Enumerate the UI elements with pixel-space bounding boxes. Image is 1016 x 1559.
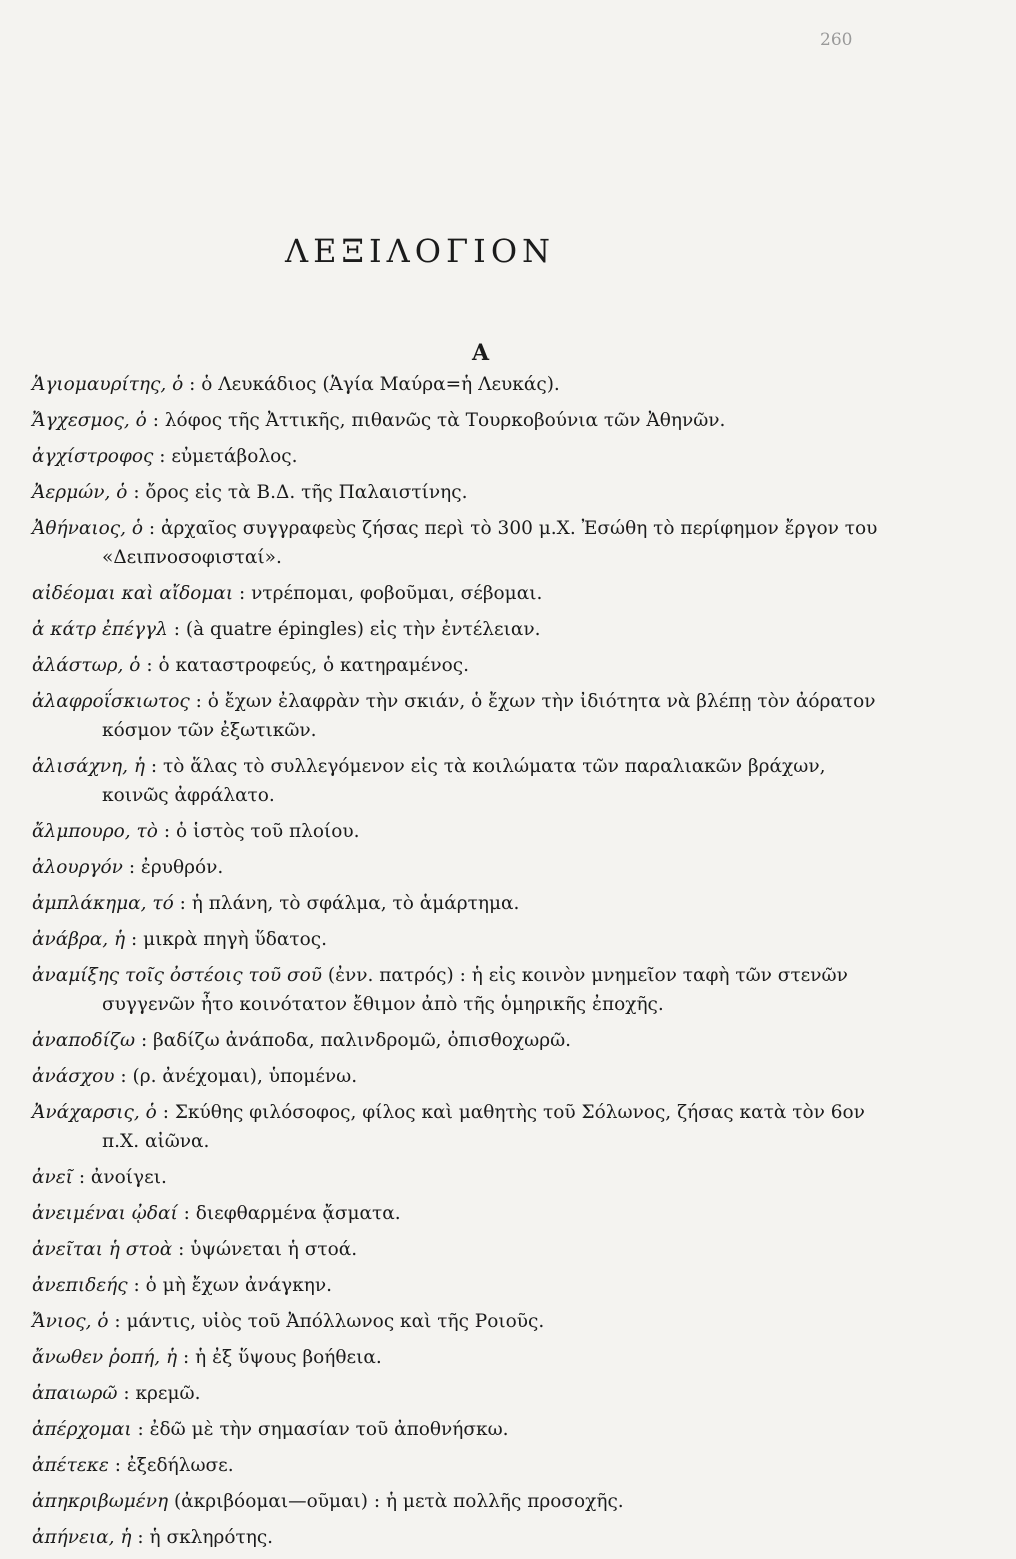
entry-definition: : ὁ καταστροφεύς, ὁ κατηραμένος.	[146, 655, 470, 676]
entry-definition: : Σκύθης φιλόσοφος, φίλος καὶ μαθητὴς τοῦ Σόλωνος, ζήσας κατὰ τὸν 6ον π.Χ. αἰῶνα.	[102, 1102, 865, 1152]
page-title: ΛΕΞΙΛΟΓΙΟΝ	[285, 232, 556, 270]
entry-lemma: ἀλάστωρ, ὁ	[32, 655, 141, 676]
entry-lemma: Ἄνιος, ὁ	[32, 1311, 109, 1332]
glossary-entry	[32, 687, 882, 745]
entry-lemma: ἀγχίστροφος	[32, 446, 154, 467]
glossary-entry	[32, 1487, 882, 1516]
glossary-entry	[32, 514, 882, 572]
glossary-entry	[32, 1199, 882, 1228]
entry-lemma: ἄνωθεν ῥοπή, ἡ	[32, 1347, 178, 1368]
glossary-entry	[32, 1062, 882, 1091]
entry-definition: : ἐξεδήλωσε.	[114, 1455, 234, 1476]
glossary-entry	[32, 1026, 882, 1055]
entry-lemma: Ἄγχεσμος, ὁ	[32, 410, 147, 431]
glossary-entry	[32, 752, 882, 810]
entry-definition: : ἐδῶ μὲ τὴν σημασίαν τοῦ ἀποθνήσκω.	[137, 1419, 509, 1440]
glossary-entry	[32, 1379, 882, 1408]
glossary-entry	[32, 579, 882, 608]
entry-definition: : διεφθαρμένα ᾄσματα.	[183, 1203, 401, 1224]
entry-lemma: ἀνεπιδεής	[32, 1275, 128, 1296]
glossary-entry	[32, 889, 882, 918]
entry-lemma: Ἀθήναιος, ὁ	[32, 518, 143, 539]
entry-definition: : ἡ πλάνη, τὸ σφάλμα, τὸ ἁμάρτημα.	[179, 893, 520, 914]
entry-lemma: ἀναμίξης τοῖς ὀστέοις τοῦ σοῦ	[32, 965, 322, 986]
entry-definition: : (ρ. ἀνέχομαι), ὑπομένω.	[120, 1066, 358, 1087]
glossary-entry	[32, 1415, 882, 1444]
glossary-entry	[32, 615, 882, 644]
glossary-entry	[32, 1163, 882, 1192]
glossary-entry	[32, 1343, 882, 1372]
entry-lemma: αἰδέομαι καὶ αἴδομαι	[32, 583, 234, 604]
entry-lemma: ἀ κάτρ ἐπέγγλ	[32, 619, 168, 640]
glossary-entry	[32, 406, 882, 435]
entry-lemma: ἀναποδίζω	[32, 1030, 136, 1051]
glossary-entry	[32, 961, 882, 1019]
entry-lemma: Ἀνάχαρσις, ὁ	[32, 1102, 157, 1123]
entry-definition: : ὁ Λευκάδιος (Ἁγία Μαύρα=ἡ Λευκάς).	[189, 374, 560, 395]
entry-definition: : τὸ ἅλας τὸ συλλεγόμενον εἰς τὰ κοιλώματα τῶν παραλιακῶν βράχων, κοινῶς ἀφράλατο.	[102, 756, 826, 806]
glossary-entry	[32, 1271, 882, 1300]
entry-lemma: ἀλαφροΐσκιωτος	[32, 691, 190, 712]
glossary-entry	[32, 478, 882, 507]
entry-definition: : ἡ σκληρότης.	[137, 1527, 274, 1548]
entry-definition: (ἀκριβόομαι—οῦμαι) : ἡ μετὰ πολλῆς προσοχῆς.	[173, 1491, 624, 1512]
entry-lemma: ἀνειμέναι ᾠδαί	[32, 1203, 178, 1224]
entry-lemma: ἀπαιωρῶ	[32, 1383, 118, 1404]
entry-lemma: ἀπέρχομαι	[32, 1419, 132, 1440]
entry-definition: : εὐμετάβολος.	[159, 446, 298, 467]
entry-lemma: ἀνάβρα, ἡ	[32, 929, 126, 950]
entry-definition: : (à quatre épingles) εἰς τὴν ἐντέλειαν.	[173, 619, 541, 640]
entry-lemma: ἀπήνεια, ἡ	[32, 1527, 132, 1548]
entry-definition: : μικρὰ πηγὴ ὕδατος.	[131, 929, 328, 950]
entry-definition: : ἐρυθρόν.	[128, 857, 224, 878]
entry-definition: : ἀρχαῖος συγγραφεὺς ζήσας περὶ τὸ 300 μ.Χ. Ἐσώθη τὸ περίφημον ἔργον του «Δειπνοσοφισταί».	[102, 518, 878, 568]
entry-definition: : λόφος τῆς Ἀττικῆς, πιθανῶς τὰ Τουρκοβούνια τῶν Ἀθηνῶν.	[152, 410, 726, 431]
entry-lemma: Ἁγιομαυρίτης, ὁ	[32, 374, 184, 395]
page-number: 260	[820, 30, 853, 50]
glossary-entry	[32, 1523, 882, 1552]
glossary-entry	[32, 1098, 882, 1156]
entry-lemma: ἄλμπουρο, τὸ	[32, 821, 158, 842]
entry-definition: : βαδίζω ἀνάποδα, παλινδρομῶ, ὀπισθοχωρῶ.	[140, 1030, 572, 1051]
glossary-entry	[32, 925, 882, 954]
glossary-entry	[32, 370, 882, 399]
glossary-entry	[32, 442, 882, 471]
entry-lemma: ἁλισάχνη, ἡ	[32, 756, 145, 777]
glossary-entry	[32, 853, 882, 882]
glossary-entry	[32, 1307, 882, 1336]
glossary-entry	[32, 1235, 882, 1264]
entry-lemma: ἀλουργόν	[32, 857, 123, 878]
entry-definition: : ἀνοίγει.	[78, 1167, 167, 1188]
entry-definition: : ὁ μὴ ἔχων ἀνάγκην.	[133, 1275, 333, 1296]
entry-definition: : κρεμῶ.	[123, 1383, 201, 1404]
entry-definition: : ὁ ἔχων ἐλαφρὰν τὴν σκιάν, ὁ ἔχων τὴν ἰδιότητα νὰ βλέπῃ τὸν ἀόρατον κόσμον τῶν ἐξωτικῶν.	[102, 691, 876, 741]
glossary-entry	[32, 651, 882, 680]
glossary-entry	[32, 817, 882, 846]
entry-definition: : ὑψώνεται ἡ στοά.	[178, 1239, 358, 1260]
glossary-entry	[32, 1451, 882, 1480]
entry-lemma: ἀνάσχου	[32, 1066, 115, 1087]
entry-definition: : μάντις, υἱὸς τοῦ Ἀπόλλωνος καὶ τῆς Ροιοῦς.	[114, 1311, 545, 1332]
entry-definition: (ἐνν. πατρός) : ἡ εἰς κοινὸν μνημεῖον ταφὴ τῶν στενῶν συγγενῶν ἦτο κοινότατον ἔθιμον ἀπὸ τῆς ὁμηρικῆς ἐποχῆς.	[102, 965, 848, 1015]
entry-definition: : ὁ ἱστὸς τοῦ πλοίου.	[163, 821, 360, 842]
section-letter: Α	[472, 340, 490, 366]
entry-lemma: Ἀερμών, ὁ	[32, 482, 128, 503]
entry-lemma: ἀπηκριβωμένη	[32, 1491, 169, 1512]
entry-lemma: ἀπέτεκε	[32, 1455, 109, 1476]
entry-lemma: ἀνεῖται ἡ στοὰ	[32, 1239, 173, 1260]
entry-definition: : ἡ ἐξ ὕψους βοήθεια.	[183, 1347, 382, 1368]
entry-definition: : ὄρος εἰς τὰ Β.Δ. τῆς Παλαιστίνης.	[133, 482, 468, 503]
entry-lemma: ἀνεῖ	[32, 1167, 73, 1188]
glossary-list	[32, 370, 882, 1559]
entry-definition: : ντρέπομαι, φοβοῦμαι, σέβομαι.	[239, 583, 543, 604]
entry-lemma: ἀμπλάκημα, τό	[32, 893, 174, 914]
